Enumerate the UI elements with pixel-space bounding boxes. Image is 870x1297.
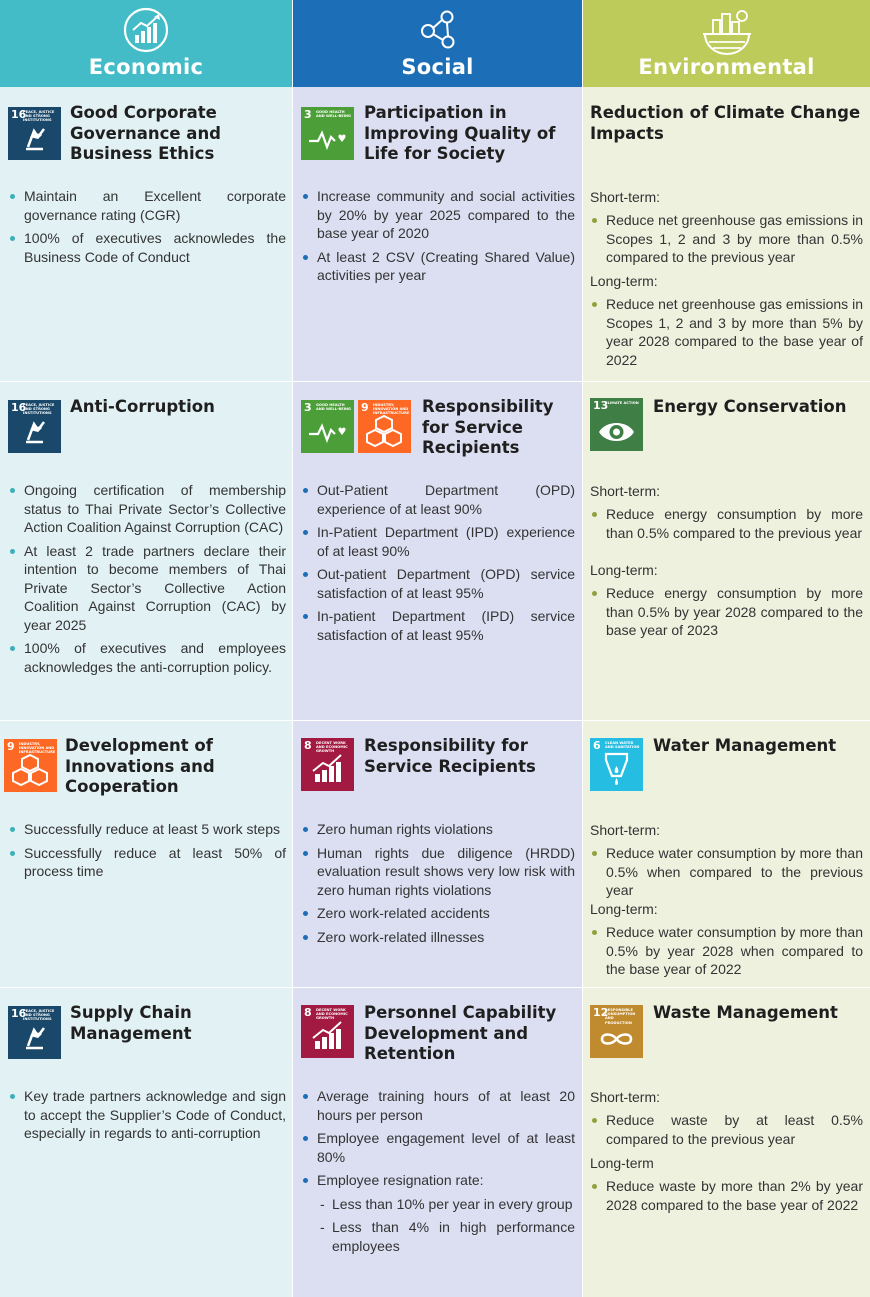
list-item: Average training hours of at least 20 hours per person (301, 1087, 575, 1124)
list-item: Reduce energy consumption by more than 0.5% compared to the previous year (590, 505, 863, 542)
sdg-16-peace-justice-icon: 16 PEACE, JUSTICE AND STRONG INSTITUTIONS (8, 107, 61, 160)
short-term-label: Short-term: (590, 1089, 661, 1105)
short-term-label: Short-term: (590, 189, 661, 205)
list-item: Ongoing certification of membership status to Thai Private Sector’s Collective Action Coalition Against Corruption (CAC) (8, 481, 286, 537)
long-term-list (590, 923, 863, 984)
economic-goal-list-2 (8, 481, 286, 681)
list-item: 100% of executives acknowledes the Business Code of Conduct (8, 229, 286, 266)
social-goal-title-2: Responsibility for Service Recipients (422, 397, 554, 457)
long-term-list (590, 1177, 863, 1219)
economic-header-title: Economic (88, 55, 204, 79)
environmental-header-title: Environmental (638, 55, 815, 79)
list-item: Reduce waste by at least 0.5% compared to the previous year (590, 1111, 863, 1148)
short-term-list (590, 1111, 863, 1153)
growth-chart-icon (122, 6, 170, 54)
economic-header (0, 0, 292, 87)
social-goal-title-3: Responsibility for Service Recipients (364, 736, 536, 776)
social-goal-title-4: Personnel Capability Development and Retention (364, 1003, 557, 1063)
column-divider (292, 87, 293, 1297)
list-item: At least 2 trade partners declare their intention to become members of Thai Private Sector’s Collective Action Coalition Against Corruption (CAC) by year 2025 (8, 542, 286, 635)
list-item: Maintain an Excellent corporate governance rating (CGR) (8, 187, 286, 224)
short-term-list (590, 844, 863, 905)
sdg-9-industry-innovation-icon: 9 INDUSTRY, INNOVATION AND INFRASTRUCTURE (358, 400, 411, 453)
long-term-label: Long-term (590, 1155, 654, 1171)
economic-goal-title-3: Development of Innovations and Cooperation (65, 736, 215, 796)
short-term-label: Short-term: (590, 822, 661, 838)
list-item (301, 1171, 575, 1255)
environmental-header (583, 0, 870, 87)
economic-goal-list-3 (8, 820, 286, 886)
row-divider (0, 987, 870, 988)
list-item: Human rights due diligence (HRDD) evaluation result shows very low risk with zero human rights violations (301, 844, 575, 900)
sub-list-item: - Less than 10% per year in every group (317, 1195, 575, 1214)
long-term-list (590, 584, 863, 645)
social-goal-list-3 (301, 820, 575, 951)
list-item: Reduce water consumption by more than 0.5% by year 2028 when compared to the base year of 2022 (590, 923, 863, 979)
short-term-list (590, 211, 863, 272)
list-item: Zero human rights violations (301, 820, 575, 839)
social-goal-list-4 (301, 1087, 575, 1260)
sdg-9-industry-innovation-icon: 9 INDUSTRY, INNOVATION AND INFRASTRUCTURE (4, 739, 57, 792)
list-item: Zero work-related accidents (301, 904, 575, 923)
list-item: Key trade partners acknowledge and sign to accept the Supplier’s Code of Conduct, especially in regards to anti-corruption (8, 1087, 286, 1143)
environmental-goal-title-4: Waste Management (653, 1003, 838, 1022)
environmental-goal-title-2: Energy Conservation (653, 397, 847, 416)
city-globe-icon (701, 6, 753, 56)
long-term-label: Long-term: (590, 562, 658, 578)
economic-goal-list-1 (8, 187, 286, 271)
sdg-16-peace-justice-icon: 16 PEACE, JUSTICE AND STRONG INSTITUTIONS (8, 1006, 61, 1059)
sdg-12-responsible-consumption-icon: 12 RESPONSIBLE CONSUMPTION AND PRODUCTION (590, 1005, 643, 1058)
list-item: In-Patient Department (IPD) experience of at least 90% (301, 523, 575, 560)
economic-goal-list-4 (8, 1087, 286, 1148)
long-term-label: Long-term: (590, 901, 658, 917)
sub-list (317, 1195, 575, 1256)
social-goal-title-1: Participation in Improving Quality of Life for Society (364, 103, 556, 163)
list-item: Zero work-related illnesses (301, 928, 575, 947)
sub-list-item: - Less than 4% in high performance employees (317, 1218, 575, 1255)
list-item: Employee engagement level of at least 80% (301, 1129, 575, 1166)
row-divider (0, 381, 870, 382)
list-item: Reduce water consumption by more than 0.5% when compared to the previous year (590, 844, 863, 900)
sdg-8-decent-work-icon: 8 DECENT WORK AND ECONOMIC GROWTH (301, 738, 354, 791)
column-divider (582, 87, 583, 1297)
short-term-list (590, 505, 863, 547)
economic-goal-title-1: Good Corporate Governance and Business Ethics (70, 103, 221, 163)
sdg-6-clean-water-icon: 6 CLEAN WATER AND SANITATION (590, 738, 643, 791)
people-network-icon (414, 6, 462, 54)
sdg-8-decent-work-icon: 8 DECENT WORK AND ECONOMIC GROWTH (301, 1005, 354, 1058)
sdg-16-peace-justice-icon: 16 PEACE, JUSTICE AND STRONG INSTITUTIONS (8, 400, 61, 453)
economic-goal-title-2: Anti-Corruption (70, 397, 215, 416)
list-item: Successfully reduce at least 50% of process time (8, 844, 286, 881)
sdg-3-good-health-icon: 3 GOOD HEALTH AND WELL-BEING (301, 400, 354, 453)
environmental-goal-title-1: Reduction of Climate Change Impacts (590, 103, 861, 143)
economic-goal-title-4: Supply Chain Management (70, 1003, 192, 1043)
list-item: Out-Patient Department (OPD) experience of at least 90% (301, 481, 575, 518)
list-item: 100% of executives and employees acknowledges the anti-corruption policy. (8, 639, 286, 676)
list-item: In-patient Department (IPD) service satisfaction of at least 95% (301, 607, 575, 644)
list-item: Increase community and social activities by 20% by year 2025 compared to the base year of 2020 (301, 187, 575, 243)
list-item: At least 2 CSV (Creating Shared Value) activities per year (301, 248, 575, 285)
social-goal-list-1 (301, 187, 575, 290)
short-term-label: Short-term: (590, 483, 661, 499)
list-item-label: Employee resignation rate: (317, 1172, 484, 1188)
list-item: Out-patient Department (OPD) service satisfaction of at least 95% (301, 565, 575, 602)
list-item: Reduce waste by more than 2% by year 2028 compared to the base year of 2022 (590, 1177, 863, 1214)
row-divider (0, 720, 870, 721)
list-item: Reduce net greenhouse gas emissions in Scopes 1, 2 and 3 by more than 5% by year 2028 compared to the base year of 2022 (590, 295, 863, 369)
social-header (293, 0, 582, 87)
list-item: Successfully reduce at least 5 work steps (8, 820, 286, 839)
environmental-goal-title-3: Water Management (653, 736, 837, 755)
long-term-label: Long-term: (590, 273, 658, 289)
list-item: Reduce energy consumption by more than 0.5% by year 2028 compared to the base year of 2023 (590, 584, 863, 640)
social-header-title: Social (401, 55, 474, 79)
list-item: Reduce net greenhouse gas emissions in Scopes 1, 2 and 3 by more than 0.5% compared to the previous year (590, 211, 863, 267)
social-goal-list-2 (301, 481, 575, 649)
sdg-3-good-health-icon: 3 GOOD HEALTH AND WELL-BEING (301, 107, 354, 160)
long-term-list (590, 295, 863, 374)
sdg-13-climate-action-icon: 13 CLIMATE ACTION (590, 398, 643, 451)
